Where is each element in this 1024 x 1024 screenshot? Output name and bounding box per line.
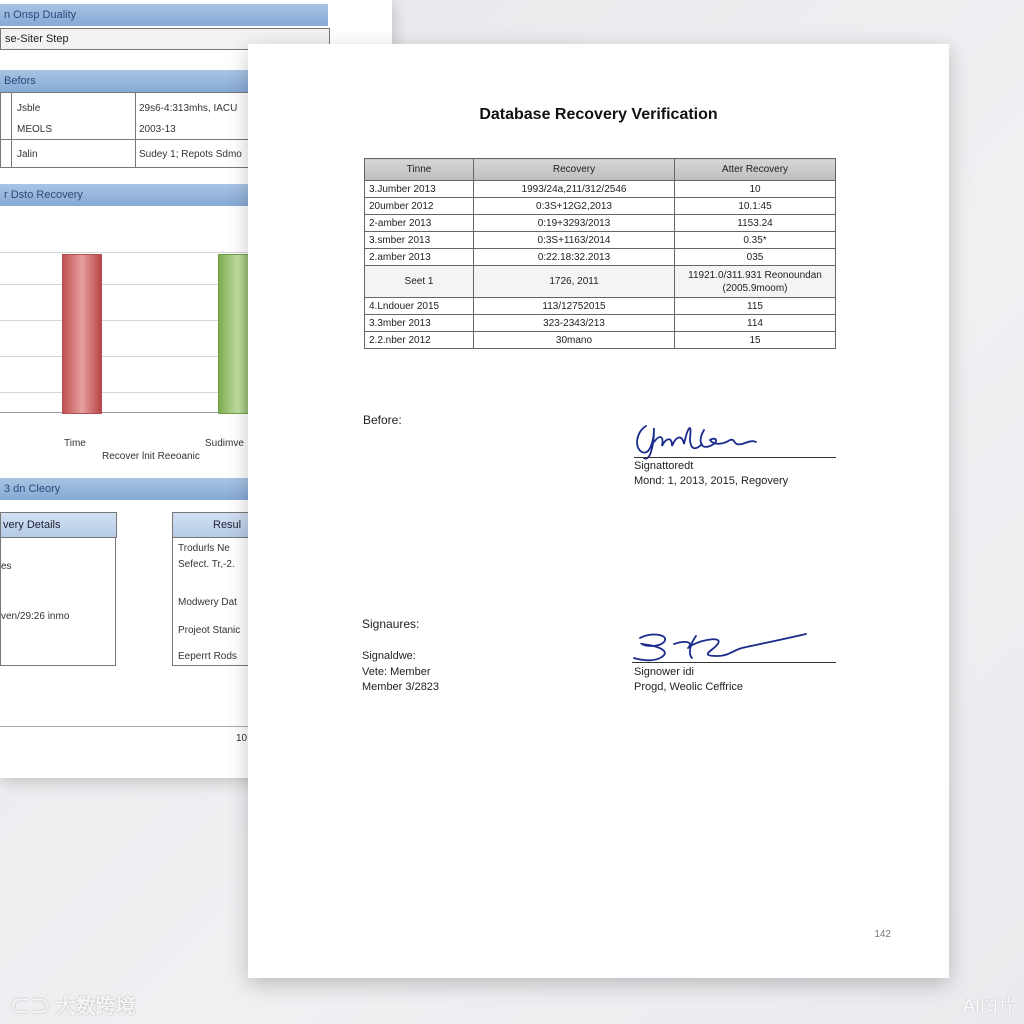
- table-row: [365, 332, 836, 349]
- back-details-line: ven/29:26 inmo: [1, 611, 70, 622]
- back-band-before: Befors: [0, 70, 330, 92]
- back-band-recovery: r Dsto Recovery: [0, 184, 330, 206]
- chart-bar-time: [62, 254, 102, 414]
- table-cell: 114: [675, 315, 836, 332]
- back-details-line: es: [1, 561, 12, 572]
- back-results-line: Trodurls Ne: [178, 543, 230, 554]
- back-row-value: Sudey 1; Repots Sdmo: [139, 149, 242, 160]
- table-cell: 1726, 2011: [474, 266, 675, 298]
- table-cell: 30mano: [474, 332, 675, 349]
- signatures-label: Signaures:: [362, 617, 420, 631]
- back-results-line: Projeot Stanic: [178, 625, 241, 636]
- table-cell: 1993/24a,211/312/2546: [474, 181, 675, 198]
- document-title: Database Recovery Verification: [479, 106, 718, 123]
- signature-block-line: Member 3/2823: [362, 681, 440, 693]
- table-cell: 3.smber 2013: [365, 232, 474, 249]
- signature-2: [630, 626, 810, 666]
- chart-x-axis-label: Recover lnit Reeoanic: [102, 451, 200, 462]
- back-row-label: Jsble: [17, 103, 41, 114]
- table-row: [365, 181, 836, 198]
- signature-2-caption: Signower idi: [634, 666, 694, 678]
- chart-tick-label: Time: [64, 438, 86, 449]
- chart-tick-label: Sudimve: [205, 438, 244, 449]
- table-row: [365, 232, 836, 249]
- before-label: Before:: [363, 413, 402, 427]
- table-cell: 323-2343/213: [474, 315, 675, 332]
- table-cell: 11921.0/311.931 Reonoundan (2005.9moom): [675, 266, 836, 298]
- page-number: 142: [874, 929, 891, 940]
- signature-2-details: Progd, Weolic Ceffrice: [634, 681, 744, 693]
- table-cell: Seet 1: [365, 266, 474, 298]
- table-cell: 2.2.nber 2012: [365, 332, 474, 349]
- table-row: [365, 198, 836, 215]
- table-header: Atter Recovery: [675, 159, 836, 181]
- table-cell: 0:3S+1163/2014: [474, 232, 675, 249]
- watermark-logo-icon: ⊂⊃: [10, 996, 56, 1018]
- table-header: Recovery: [474, 159, 675, 181]
- signature-block-line: Vete: Member: [362, 666, 431, 678]
- back-subtitle: se-Siter Step: [0, 28, 330, 50]
- table-cell: 20umber 2012: [365, 198, 474, 215]
- back-before-table: [0, 92, 260, 168]
- watermark-right: AI图片: [962, 996, 1016, 1016]
- table-cell: 035: [675, 249, 836, 266]
- table-cell: 113/12752015: [474, 298, 675, 315]
- table-cell: 2.amber 2013: [365, 249, 474, 266]
- back-details-box: [0, 512, 116, 666]
- signature-1-details: Mond: 1, 2013, 2015, Regovery: [634, 475, 789, 487]
- table-row: [365, 298, 836, 315]
- table-header-row: [365, 159, 836, 181]
- table-row: [365, 249, 836, 266]
- back-page-number: 10: [236, 733, 248, 744]
- back-row-value: 2003-13: [139, 124, 176, 135]
- table-cell: 10: [675, 181, 836, 198]
- table-header: Tinne: [365, 159, 474, 181]
- recovery-table: [364, 158, 836, 349]
- signature-1-caption: Signattoredt: [634, 460, 694, 472]
- table-row: [365, 315, 836, 332]
- back-row-label: Jalin: [17, 149, 38, 160]
- watermark-left-text: 大数跨境: [55, 996, 136, 1018]
- front-page: [248, 44, 949, 978]
- back-results-line: Modwery Dat: [178, 597, 237, 608]
- table-row: [365, 266, 836, 298]
- table-cell: 4.Lndouer 2015: [365, 298, 474, 315]
- table-cell: 0:22.18:32.2013: [474, 249, 675, 266]
- table-cell: 1153.24: [675, 215, 836, 232]
- signature-block-line: Signaldwe:: [362, 650, 416, 662]
- watermark-left: [10, 990, 136, 1019]
- back-results-line: Eeperrt Rods: [178, 651, 237, 662]
- back-row-value: 29s6-4:313mhs, IACU: [139, 103, 238, 114]
- table-cell: 3.Jumber 2013: [365, 181, 474, 198]
- table-cell: 115: [675, 298, 836, 315]
- back-details-header: very Details: [0, 512, 117, 538]
- table-cell: 3.3mber 2013: [365, 315, 474, 332]
- signature-1: [632, 418, 762, 462]
- table-cell: 10.1:45: [675, 198, 836, 215]
- table-cell: 0:19+3293/2013: [474, 215, 675, 232]
- back-results-header: Resul: [172, 512, 264, 538]
- table-cell: 2-amber 2013: [365, 215, 474, 232]
- back-band-history: 3 dn Cleory: [0, 478, 330, 500]
- table-cell: 15: [675, 332, 836, 349]
- table-row: [365, 215, 836, 232]
- back-band-title: n Onsp Duality: [0, 4, 328, 26]
- back-results-line: Sefect. Tr,-2.: [178, 559, 235, 570]
- table-cell: 0.35*: [675, 232, 836, 249]
- back-chart: [0, 214, 260, 414]
- table-cell: 0:3S+12G2,2013: [474, 198, 675, 215]
- back-row-label: MEOLS: [17, 124, 53, 135]
